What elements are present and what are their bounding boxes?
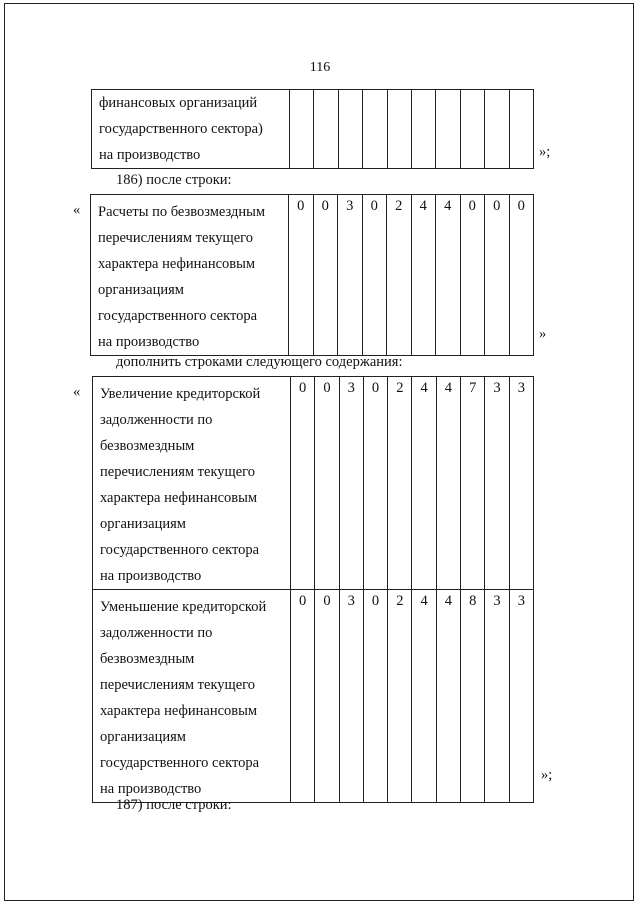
label-line: государственного сектора) [99,121,263,137]
code-digit-cell [411,90,435,169]
code-digit-cell: 3 [485,377,509,590]
code-digit-cell: 3 [338,195,363,356]
label-line: организациям [100,729,186,745]
label-line: перечислениям текущего [100,464,255,480]
code-digit-cell [436,90,460,169]
code-digit-cell: 3 [339,377,363,590]
label-line: безвозмездным [100,438,195,454]
code-digit-cell: 0 [313,195,338,356]
row-label [92,90,290,169]
label-line: Уменьшение кредиторской [100,599,267,615]
opening-quote: « [73,384,81,400]
code-digit-cell [363,90,387,169]
code-digit-cell: 7 [461,377,485,590]
table-continuation [91,89,534,169]
label-line: задолженности по [100,625,213,641]
code-digit-cell [509,90,533,169]
label-line: организациям [98,282,184,298]
code-digit-cell: 0 [291,377,315,590]
code-digit-cell: 4 [412,377,436,590]
code-digit-cell: 4 [411,195,436,356]
instruction-add-rows: дополнить строками следующего содержания: [116,354,403,370]
label-line: характера нефинансовым [100,490,258,506]
code-digit-cell: 3 [485,590,509,803]
code-digit-cell: 0 [460,195,485,356]
code-digit-cell: 0 [315,377,339,590]
code-digit-cell: 0 [485,195,510,356]
code-digit-cell: 0 [363,377,387,590]
code-digit-cell [460,90,484,169]
label-line: характера нефинансовым [100,703,258,719]
label-line: перечислениям текущего [98,230,253,246]
row-label [91,195,289,356]
row-label [93,590,291,803]
code-digit-cell: 0 [289,195,314,356]
code-digit-cell: 2 [388,377,412,590]
code-digit-cell: 4 [436,377,460,590]
table-row [93,590,534,803]
code-digit-cell: 4 [412,590,436,803]
instruction-187: 187) после строки: [116,797,232,813]
row-label [93,377,291,590]
table-row [91,195,534,356]
code-digit-cell [290,90,314,169]
label-line: перечислениям текущего [100,677,255,693]
code-digit-cell: 0 [362,195,387,356]
table-new-rows [92,376,534,803]
closing-quote: » [539,326,547,342]
code-digit-cell: 0 [291,590,315,803]
code-digit-cell [314,90,338,169]
code-digit-cell [338,90,362,169]
closing-quote: »; [541,767,553,783]
code-digit-cell: 2 [388,590,412,803]
code-digit-cell: 3 [509,590,533,803]
code-digit-cell: 0 [509,195,534,356]
page-number: 116 [309,60,331,75]
code-digit-cell: 4 [436,590,460,803]
label-line: организациям [100,516,186,532]
label-line: на производство [100,568,202,584]
closing-quote: »; [539,144,551,160]
label-line: государственного сектора [100,542,260,558]
code-digit-cell: 0 [363,590,387,803]
table-row [93,377,534,590]
label-line: Расчеты по безвозмездным [98,204,266,220]
label-line: характера нефинансовым [98,256,256,272]
code-digit-cell [387,90,411,169]
table-row [92,90,534,169]
instruction-186: 186) после строки: [116,172,232,188]
label-line: государственного сектора [100,755,260,771]
code-digit-cell: 4 [436,195,461,356]
label-line: финансовых организаций [99,95,258,111]
table-existing-row [90,194,534,356]
code-digit-cell [485,90,509,169]
code-digit-cell: 3 [509,377,533,590]
code-digit-cell: 0 [315,590,339,803]
code-digit-cell: 2 [387,195,412,356]
label-line: государственного сектора [98,308,258,324]
code-digit-cell: 8 [461,590,485,803]
label-line: на производство [100,781,202,797]
code-digit-cell: 3 [339,590,363,803]
label-line: задолженности по [100,412,213,428]
label-line: Увеличение кредиторской [100,386,261,402]
label-line: безвозмездным [100,651,195,667]
label-line: на производство [98,334,200,350]
opening-quote: « [73,202,81,218]
label-line: на производство [99,147,201,163]
